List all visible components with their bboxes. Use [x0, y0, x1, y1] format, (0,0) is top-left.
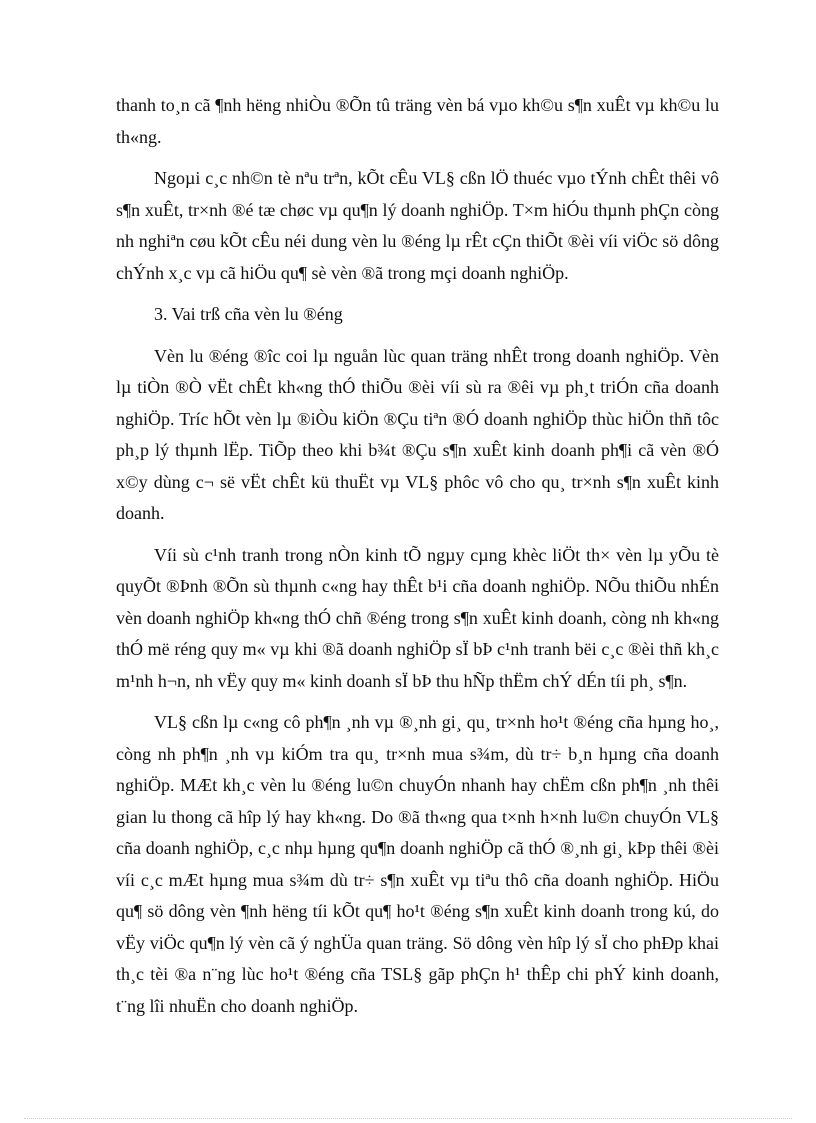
paragraph-competition: Víi sù c¹nh tranh trong nÒn kinh tÕ ngµy cµng khèc liÖt th× vèn lµ yÕu tè quyÕt ®Þnh ®Õn sù thµnh c«ng hay thÊt b¹i cña doanh nghiÖp. NÕu thiÕu nhÉn vèn doanh nghiÖp kh«ng thÓ chñ ®éng trong s¶n xuÊt kinh doanh, còng nh kh«ng thÓ më réng quy m« vµ khi ®ã doanh nghiÖp sÏ bÞ c¹nh tranh bëi c¸c ®èi thñ kh¸c m¹nh h¬n, nh vËy quy m« kinh doanh sÏ bÞ thu hÑp thËm chÝ dÉn tíi ph¸ s¶n.	[116, 544, 719, 691]
paragraph-continuation: thanh to¸n cã ¶nh hëng nhiÒu ®Õn tû träng vèn bá vµo kh©u s¶n xuÊt vµ kh©u lu th«ng.	[116, 95, 719, 147]
page-bottom-divider	[24, 1118, 792, 1119]
paragraph-role-of-capital: Vèn lu ®éng ®îc coi lµ nguån lùc quan träng nhÊt trong doanh nghiÖp. Vèn lµ tiÒn ®Ò vËt chÊt kh«ng thÓ thiÕu ®èi víi sù ra ®êi vµ ph¸t triÓn cña doanh nghiÖp. Tríc hÕt vèn lµ ®iÒu kiÖn ®Çu tiªn ®Ó doanh nghiÖp thùc hiÖn thñ tôc ph¸p lý thµnh lËp. TiÕp theo khi b¾t ®Çu s¶n xuÊt kinh doanh ph¶i cã vèn ®Ó x©y dùng c¬ së vËt chÊt kü thuËt vµ VL§ phôc vô cho qu¸ tr×nh s¶n xuÊt kinh doanh.	[116, 345, 719, 523]
section-heading: 3. Vai trß cña vèn lu ®éng	[154, 304, 343, 324]
document-body	[116, 90, 719, 1032]
paragraph-evaluation-tool: VL§ cßn lµ c«ng cô ph¶n ¸nh vµ ®¸nh gi¸ qu¸ tr×nh ho¹t ®éng cña hµng ho¸, còng nh ph¶n ¸nh vµ kiÓm tra qu¸ tr×nh mua s¾m, dù tr÷ b¸n hµng cña doanh nghiÖp. MÆt kh¸c vèn lu ®éng lu©n chuyÓn nhanh hay chËm cßn ph¶n ¸nh thêi gian lu thong cã hîp lý hay kh«ng. Do ®ã th«ng qua t×nh h×nh lu©n chuyÓn VL§ cña doanh nghiÖp, c¸c nhµ hµng qu¶n doanh nghiÖp cã thÓ ®¸nh gi¸ kÞp thêi ®èi víi c¸c mÆt hµng mua s¾m dù tr÷ s¶n xuÊt vµ tiªu thô cña doanh nghiÖp. HiÖu qu¶ sö dông vèn ¶nh hëng tíi kÕt qu¶ ho¹t ®éng s¶n xuÊt kinh doanh trong kú, do vËy viÖc qu¶n lý vèn cã ý nghÜa quan träng. Sö dông vèn hîp lý sÏ cho phÐp khai th¸c tèi ®a n¨ng lùc ho¹t ®éng cña TSL§ gãp phÇn h¹ thÊp chi phÝ kinh doanh, t¨ng lîi nhuËn cho doanh nghiÖp.	[116, 712, 719, 1016]
paragraph-structure-factors: Ngoµi c¸c nh©n tè nªu trªn, kÕt cÊu VL§ cßn lÖ thuéc vµo tÝnh chÊt thêi vô s¶n xuÊt, tr×nh ®é tæ chøc vµ qu¶n lý doanh nghiÖp. T×m hiÓu thµnh phÇn còng nh nghiªn cøu kÕt cÊu néi dung vèn lu ®éng lµ rÊt cÇn thiÕt ®èi víi viÖc sö dông chÝnh x¸c vµ cã hiÖu qu¶ sè vèn ®ã trong mçi doanh nghiÖp.	[116, 168, 719, 283]
